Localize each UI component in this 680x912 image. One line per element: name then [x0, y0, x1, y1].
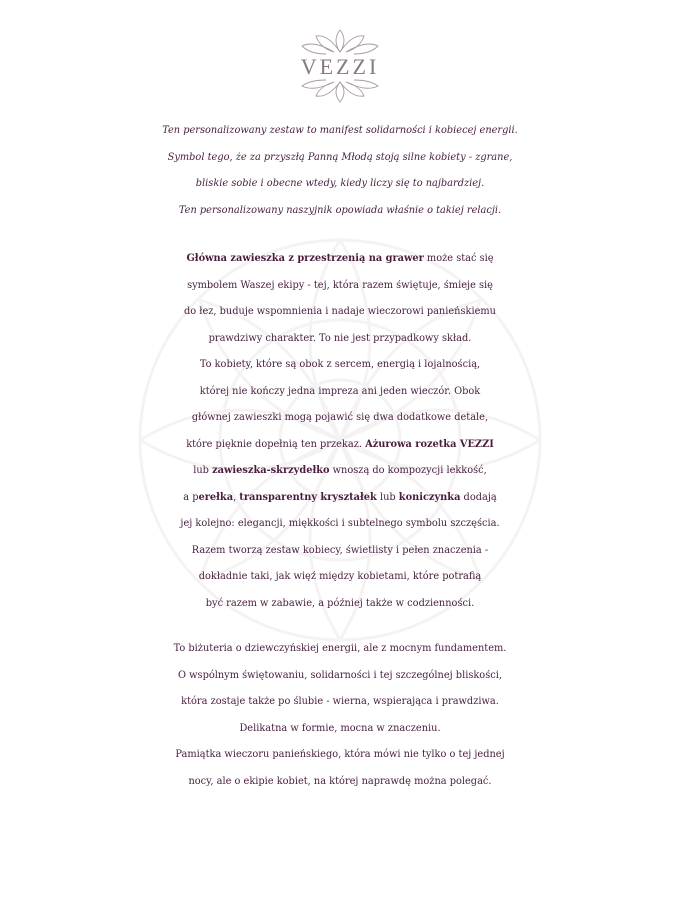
highlight-text: koniczynka [398, 491, 461, 503]
description-line: symbolem Waszej ekipy - tej, która razem świętuje, śmieje się [187, 279, 493, 291]
text-run: , [233, 491, 240, 503]
text-run: lub [376, 491, 399, 503]
text-run: a p [183, 491, 199, 503]
intro-line: Ten personalizowany naszyjnik opowiada właśnie o takiej relacji. [178, 204, 502, 216]
text-run: które pięknie dopełnią ten przekaz. [186, 438, 366, 450]
closing-paragraph [0, 636, 680, 795]
highlight-text: zawieszka-skrzydełko [212, 465, 330, 476]
logo-wordmark: VEZZI [300, 54, 380, 79]
highlight-text: transparentny kryształek [239, 491, 377, 503]
text-run: wnoszą do kompozycji lekkość, [329, 465, 487, 476]
highlight-text: Ażurowa rozetka VEZZI [365, 438, 494, 450]
text-run: dodają [460, 491, 497, 503]
description-line: być razem w zabawie, a później także w codzienności. [205, 597, 475, 609]
vezzi-logo [290, 26, 390, 106]
description-line [0, 485, 680, 512]
highlight-text: erełka [198, 491, 234, 503]
description-line: Razem tworzą zestaw kobiecy, świetlisty i pełen znaczenia - [191, 544, 489, 556]
closing-line: Pamiątka wieczoru panieńskiego, która mówi nie tylko o tej jednej [175, 749, 505, 760]
description-line: dokładnie taki, jak więź między kobietami, które potrafią [198, 571, 482, 582]
description-line: której nie kończy jedna impreza ani jeden wieczór. Obok [199, 385, 481, 397]
text-run: lub [193, 465, 213, 476]
description-line: do łez, buduje wspomnienia i nadaje wieczorowi panieńskiemu [184, 306, 496, 317]
description-line: jej kolejno: elegancji, miękkości i subtelnego symbolu szczęścia. [180, 518, 500, 529]
highlight-text: Główna zawieszka z przestrzenią na grawer [186, 253, 424, 264]
description-line: prawdziwy charakter. To nie jest przypadkowy skład. [208, 332, 472, 344]
description-paragraph [0, 246, 680, 617]
description-line [0, 246, 680, 273]
text-run: może stać się [423, 253, 494, 264]
closing-line: nocy, ale o ekipie kobiet, na której naprawdę można polegać. [188, 775, 492, 787]
intro-paragraph [0, 118, 680, 224]
intro-line: Ten personalizowany zestaw to manifest solidarności i kobiecej energii. [162, 125, 518, 136]
description-line [0, 458, 680, 485]
closing-line: O wspólnym świętowaniu, solidarności i tej szczególnej bliskości, [178, 669, 502, 681]
intro-line: bliskie sobie i obecne wtedy, kiedy liczy się to najbardziej. [195, 178, 485, 189]
description-line [0, 432, 680, 459]
closing-line: która zostaje także po ślubie - wierna, wspierająca i prawdziwa. [181, 696, 499, 707]
description-line: To kobiety, które są obok z sercem, energią i lojalnością, [199, 359, 481, 370]
intro-line: Symbol tego, że za przyszłą Panną Młodą stoją silne kobiety - zgrane, [167, 151, 513, 163]
description-line: głównej zawieszki mogą pojawić się dwa dodatkowe detale, [191, 412, 489, 423]
closing-line: To biżuteria o dziewczyńskiej energii, ale z mocnym fundamentem. [173, 643, 507, 654]
closing-line: Delikatna w formie, mocna w znaczeniu. [239, 722, 441, 734]
